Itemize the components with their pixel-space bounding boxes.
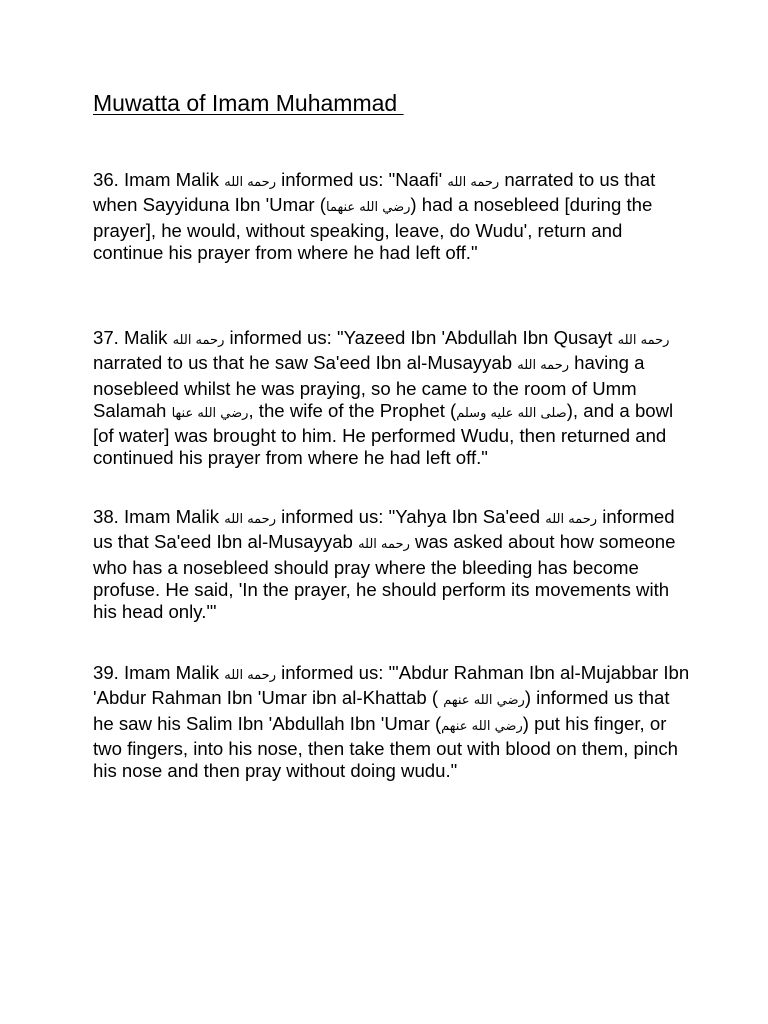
arabic-honorific: رضي الله عنهما bbox=[326, 200, 411, 216]
text-segment: narrated to us that he saw Sa'eed Ibn al-Musayyab bbox=[93, 352, 518, 374]
arabic-honorific: رحمه الله bbox=[617, 333, 670, 348]
text-segment: narrated to us that when Sayyiduna Ibn 'Umar ( bbox=[93, 169, 656, 216]
arabic-honorific: رحمه الله bbox=[545, 512, 598, 527]
arabic-honorific: رحمه الله bbox=[224, 512, 276, 527]
text-segment: 39. Imam Malik bbox=[93, 662, 225, 683]
text-segment: informed us that Sa'eed Ibn al-Musayyab bbox=[93, 506, 675, 553]
text-segment: informed us: "Yahya Ibn Sa'eed bbox=[276, 506, 546, 527]
arabic-honorific: رحمه الله bbox=[358, 537, 410, 553]
paragraph-37 bbox=[93, 327, 693, 470]
arabic-honorific: رحمه الله bbox=[172, 333, 225, 348]
arabic-honorific: رضي الله عنها bbox=[171, 405, 249, 421]
arabic-honorific: رحمه الله bbox=[224, 175, 276, 190]
text-segment: was asked about how someone who has a nosebleed should pray where the bleeding has become profuse. He said, 'In the prayer, he should perform its movements with his head only.'" bbox=[93, 531, 676, 623]
text-segment: informed us: "Naafi' bbox=[276, 169, 448, 190]
text-segment: informed us: "'Abdur Rahman Ibn al-Mujabbar Ibn 'Abdur Rahman Ibn 'Umar ibn al-Khattab ( bbox=[93, 662, 690, 709]
text-segment: 37. Malik bbox=[93, 327, 173, 348]
paragraph-39 bbox=[93, 662, 693, 782]
arabic-honorific: رحمه الله bbox=[224, 668, 276, 683]
paragraph-38 bbox=[93, 506, 693, 623]
document-title: Muwatta of Imam Muhammad bbox=[93, 90, 404, 116]
text-segment: informed us: "Yazeed Ibn 'Abdullah Ibn Qusayt bbox=[224, 327, 618, 348]
text-segment: , the wife of the Prophet ( bbox=[248, 399, 457, 421]
text-segment: ) had a nosebleed [during the prayer], he would, without speaking, leave, do Wudu', return and continue his prayer from where he had left off." bbox=[93, 194, 653, 263]
text-segment: ) put his finger, or two fingers, into his nose, then take them out with blood on them, pinch his nose and then pray without doing wudu." bbox=[93, 712, 679, 782]
arabic-honorific: رضي الله عنهم bbox=[443, 693, 525, 709]
text-segment: ) informed us that he saw his Salim Ibn 'Abdullah Ibn 'Umar ( bbox=[93, 687, 670, 734]
arabic-honorific: رضي الله عنهم bbox=[441, 718, 523, 734]
text-segment: ), and a bowl [of water] was brought to him. He performed Wudu, then returned and continued his prayer from where he had left off." bbox=[93, 399, 674, 469]
arabic-honorific: رحمه الله bbox=[447, 175, 500, 190]
arabic-honorific: رحمه الله bbox=[517, 358, 570, 374]
text-segment: 36. Imam Malik bbox=[93, 169, 225, 190]
arabic-honorific: صلى الله عليه وسلم bbox=[456, 405, 567, 421]
paragraph-36 bbox=[93, 169, 693, 264]
text-segment: 38. Imam Malik bbox=[93, 506, 225, 527]
text-segment: having a nosebleed whilst he was praying, so he came to the room of Umm Salamah bbox=[93, 352, 645, 421]
